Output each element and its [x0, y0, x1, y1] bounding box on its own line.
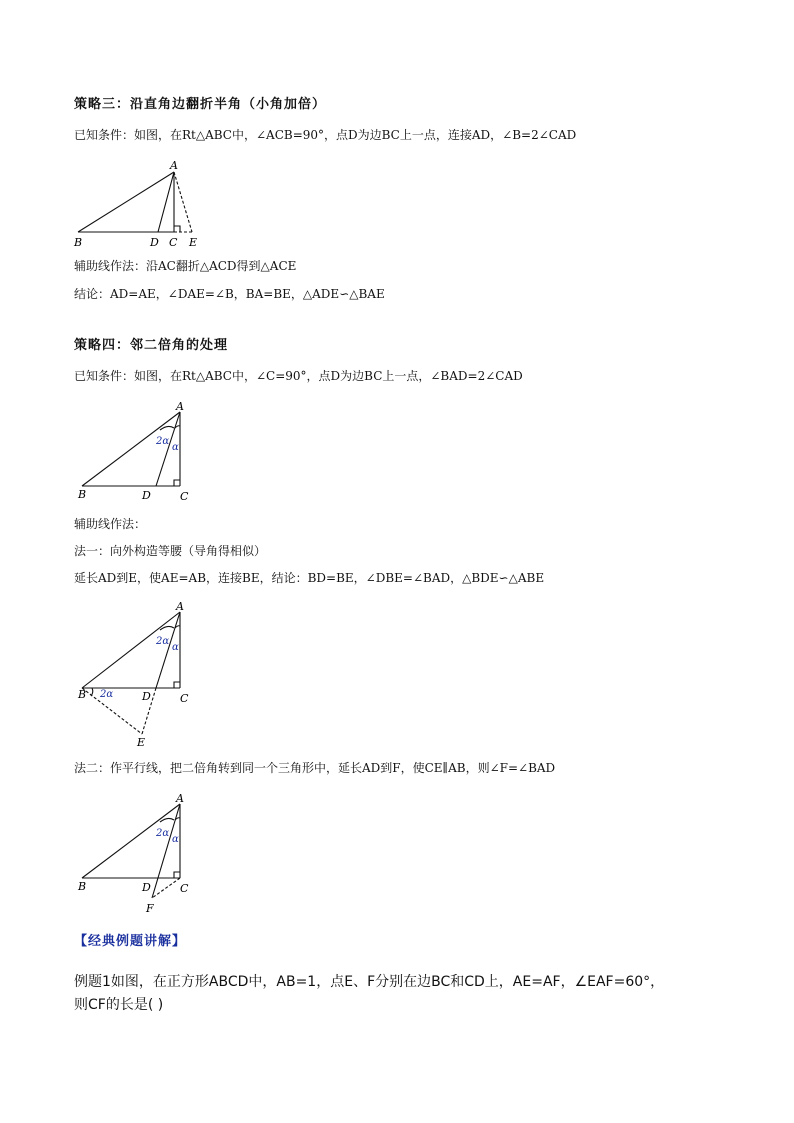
- label-d: D: [142, 690, 151, 703]
- label-b: B: [78, 880, 87, 893]
- strategy-3-given: 已知条件：如图，在Rt△ABC中，∠ACB=90°，点D为边BC上一点，连接AD，∠B=2∠CAD: [74, 128, 577, 142]
- strategy-4-figure: [74, 398, 204, 506]
- angle-arc-2a: [160, 818, 174, 822]
- method-1-text: 延长AD到E，使AE=AB，连接BE，结论：BD=BE，∠DBE=∠BAD，△BDE∽△ABE: [74, 571, 545, 585]
- label-b: B: [74, 236, 83, 249]
- strategy-3-figure: [70, 158, 210, 250]
- label-a: A: [170, 159, 178, 172]
- label-d: D: [142, 489, 151, 502]
- label-c: C: [180, 490, 189, 503]
- label-c: C: [180, 692, 189, 705]
- segment-af: [152, 804, 180, 898]
- label-2alpha: 2α: [156, 828, 170, 839]
- strategy-4-aux: 辅助线作法：: [74, 517, 147, 531]
- strategy-3-conclusion: 结论：AD=AE，∠DAE=∠B，BA=BE，△ADE∽△BAE: [74, 287, 385, 301]
- label-a: A: [176, 600, 184, 613]
- side-ab: [82, 412, 180, 486]
- right-angle-mark: [174, 872, 180, 878]
- right-angle-mark: [174, 682, 180, 688]
- side-ab: [82, 612, 180, 688]
- example-1-line-2: 则CF的长是( ): [74, 997, 164, 1013]
- label-e: E: [189, 236, 198, 249]
- label-c: C: [169, 236, 178, 249]
- label-2alpha-b: 2α: [100, 689, 114, 700]
- label-2alpha: 2α: [156, 436, 170, 447]
- label-alpha: α: [172, 442, 179, 453]
- label-b: B: [78, 688, 87, 701]
- segment-cf: [152, 878, 180, 898]
- side-ab: [82, 804, 180, 878]
- strategy-4-title: 策略四：邻二倍角的处理: [74, 338, 229, 353]
- right-angle-mark: [174, 480, 180, 486]
- method-1-title: 法一：向外构造等腰（导角得相似）: [74, 544, 267, 558]
- strategy-3-aux: 辅助线作法：沿AC翻折△ACD得到△ACE: [74, 259, 297, 273]
- label-d: D: [150, 236, 159, 249]
- label-alpha: α: [172, 642, 179, 653]
- method-2-text: 法二：作平行线，把二倍角转到同一个三角形中，延长AD到F，使CE∥AB，则∠F=∠BAD: [74, 761, 556, 775]
- strategy-4-given: 已知条件：如图，在Rt△ABC中，∠C=90°，点D为边BC上一点，∠BAD=2∠CAD: [74, 369, 523, 383]
- label-alpha: α: [172, 834, 179, 845]
- label-b: B: [78, 488, 87, 501]
- examples-title: 【经典例题讲解】: [74, 934, 187, 949]
- label-a: A: [176, 792, 184, 805]
- angle-arc-2a: [160, 426, 174, 430]
- label-c: C: [180, 882, 189, 895]
- method-2-figure: [74, 790, 204, 918]
- angle-arc-2a: [160, 626, 174, 630]
- label-d: D: [142, 881, 151, 894]
- strategy-3-title: 策略三：沿直角边翻折半角（小角加倍）: [74, 97, 327, 112]
- label-a: A: [176, 400, 184, 413]
- segment-ae: [174, 172, 192, 232]
- label-e: E: [137, 736, 146, 749]
- example-1-line-1: 例题1如图，在正方形ABCD中，AB=1，点E、F分别在边BC和CD上，AE=AF，∠EAF=60°，: [74, 974, 665, 990]
- label-f: F: [146, 902, 154, 915]
- label-2alpha: 2α: [156, 636, 170, 647]
- side-ab: [78, 172, 174, 232]
- method-1-figure: [74, 598, 204, 750]
- right-angle-mark: [174, 226, 180, 232]
- angle-arc-b: [91, 688, 93, 696]
